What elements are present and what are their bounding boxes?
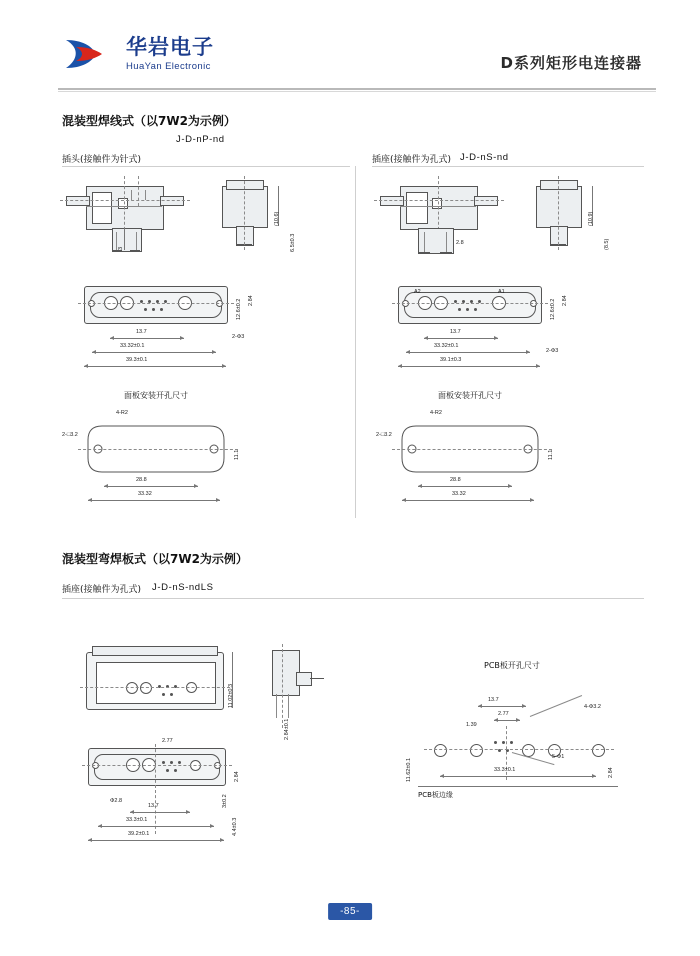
logo-chinese-name: 华岩电子 xyxy=(126,34,214,59)
section1-right-code: J-D-nS-nd xyxy=(460,152,509,163)
company-logo xyxy=(62,34,214,74)
dim-ra-39-2: 39.2±0.1 xyxy=(128,831,150,837)
label-contact-a1: A1 xyxy=(498,289,505,295)
dim-socket-4-r2: 4-R2 xyxy=(430,410,442,416)
dim-ra-2-84b: 2.84 xyxy=(234,771,240,782)
header-title: D系列矩形电连接器 xyxy=(500,54,642,72)
dim-plug-2-phi3: 2-Φ3 xyxy=(232,334,245,340)
logo-text xyxy=(126,34,214,72)
dim-pcb-4-phi3-2: 4-Φ3.2 xyxy=(584,704,601,710)
logo-mark-icon xyxy=(62,34,118,74)
dim-socket-10-9: (10.9) xyxy=(588,211,594,226)
dim-ra-33-3: 33.3±0.1 xyxy=(126,817,148,823)
section1-right-rule xyxy=(372,166,644,167)
dim-socket-39-1: 39.1±0.3 xyxy=(440,357,462,363)
section2-rule xyxy=(62,598,644,599)
dim-socket-12-6: 12.6±0.2 xyxy=(550,298,556,320)
dim-plug-11-1: 11.1 xyxy=(234,449,240,460)
dim-plug-28-8: 28.8 xyxy=(136,477,147,483)
dim-plug-2-sq32: 2-□3.2 xyxy=(62,432,78,438)
section2-label: 插座(接触件为孔式) xyxy=(62,585,142,595)
plug-panel-cutout-caption: 面板安装开孔尺寸 xyxy=(124,391,188,400)
dim-plug-4-r2: 4-R2 xyxy=(116,410,128,416)
section2-title: 混装型弯焊板式（以7W2为示例） xyxy=(62,552,248,566)
page-number: -85- xyxy=(328,903,372,920)
dim-plug-10-6: (10.6) xyxy=(274,211,280,226)
dim-pcb-33-3: 33.3±0.1 xyxy=(494,767,516,773)
dim-ra-4-4: 4.4±0.3 xyxy=(232,817,238,836)
section1-title: 混装型焊线式（以7W2为示例） xyxy=(62,114,236,128)
socket-panel-cutout-caption: 面板安装开孔尺寸 xyxy=(438,391,502,400)
dim-plug-39-3: 39.3±0.1 xyxy=(126,357,148,363)
pcb-cutout-caption: PCB板开孔尺寸 xyxy=(484,661,540,670)
header-divider xyxy=(58,88,656,90)
dim-pcb-13-7: 13.7 xyxy=(488,697,499,703)
dim-plug-6-5: 6.5±0.3 xyxy=(290,233,296,252)
socket-cutout-shape xyxy=(398,420,548,480)
dim-plug-33-32: 33.32±0.1 xyxy=(120,343,145,349)
section1-left-rule xyxy=(62,166,350,167)
dim-pcb-2-84: 2.84 xyxy=(608,767,614,778)
dim-plug-2-84: 2.84 xyxy=(248,295,254,306)
section1-right-label: 插座(接触件为孔式) xyxy=(372,155,452,165)
plug-cutout-shape xyxy=(84,420,234,480)
section1-left-label: 插头(接触件为针式) xyxy=(62,155,142,165)
dim-socket-33-32: 33.32±0.1 xyxy=(434,343,459,349)
dim-ra-11-02: 11.02±0.3 xyxy=(228,683,234,708)
dim-socket-8-5: (8.5) xyxy=(604,238,610,250)
dim-socket-2-sq32: 2-□3.2 xyxy=(376,432,392,438)
page-header xyxy=(0,0,700,96)
dim-socket-33-32b: 33.32 xyxy=(452,491,466,497)
dim-ra-3: 3±0.2 xyxy=(222,794,228,808)
label-contact-a2: A2 xyxy=(414,289,421,295)
dim-pcb-5-phi1: 5-Φ1 xyxy=(552,754,565,760)
dim-plug-3: 3 xyxy=(118,246,124,250)
dim-socket-11-1: 11.1 xyxy=(548,449,554,460)
dim-pcb-2-77: 2.77 xyxy=(498,711,509,717)
dim-plug-13-7: 13.7 xyxy=(136,329,147,335)
section1-code: J-D-nP-nd xyxy=(176,134,225,145)
dim-ra-2-77: 2.77 xyxy=(162,738,173,744)
logo-english-name: HuaYan Electronic xyxy=(126,60,211,72)
dim-socket-2-8: 2.8 xyxy=(456,240,464,246)
section2-code: J-D-nS-ndLS xyxy=(152,582,214,593)
pcb-edge-label: PCB板边缘 xyxy=(418,791,453,799)
dim-ra-13-7: 13.7 xyxy=(148,803,159,809)
dim-pcb-11-62: 11.62±0.1 xyxy=(406,757,412,782)
dim-socket-2-84: 2.84 xyxy=(562,295,568,306)
dim-ra-phi2-8: Φ2.8 xyxy=(110,798,123,804)
dim-socket-28-8: 28.8 xyxy=(450,477,461,483)
dim-pcb-1-39: 1.39 xyxy=(466,722,477,728)
dim-socket-2-phi3: 2-Φ3 xyxy=(546,348,559,354)
dim-ra-2-84: 2.84±0.1 xyxy=(284,718,290,740)
dim-socket-13-7: 13.7 xyxy=(450,329,461,335)
dim-plug-12-6: 12.6±0.2 xyxy=(236,298,242,320)
section1-column-divider xyxy=(355,166,356,518)
dim-plug-33-32b: 33.32 xyxy=(138,491,152,497)
